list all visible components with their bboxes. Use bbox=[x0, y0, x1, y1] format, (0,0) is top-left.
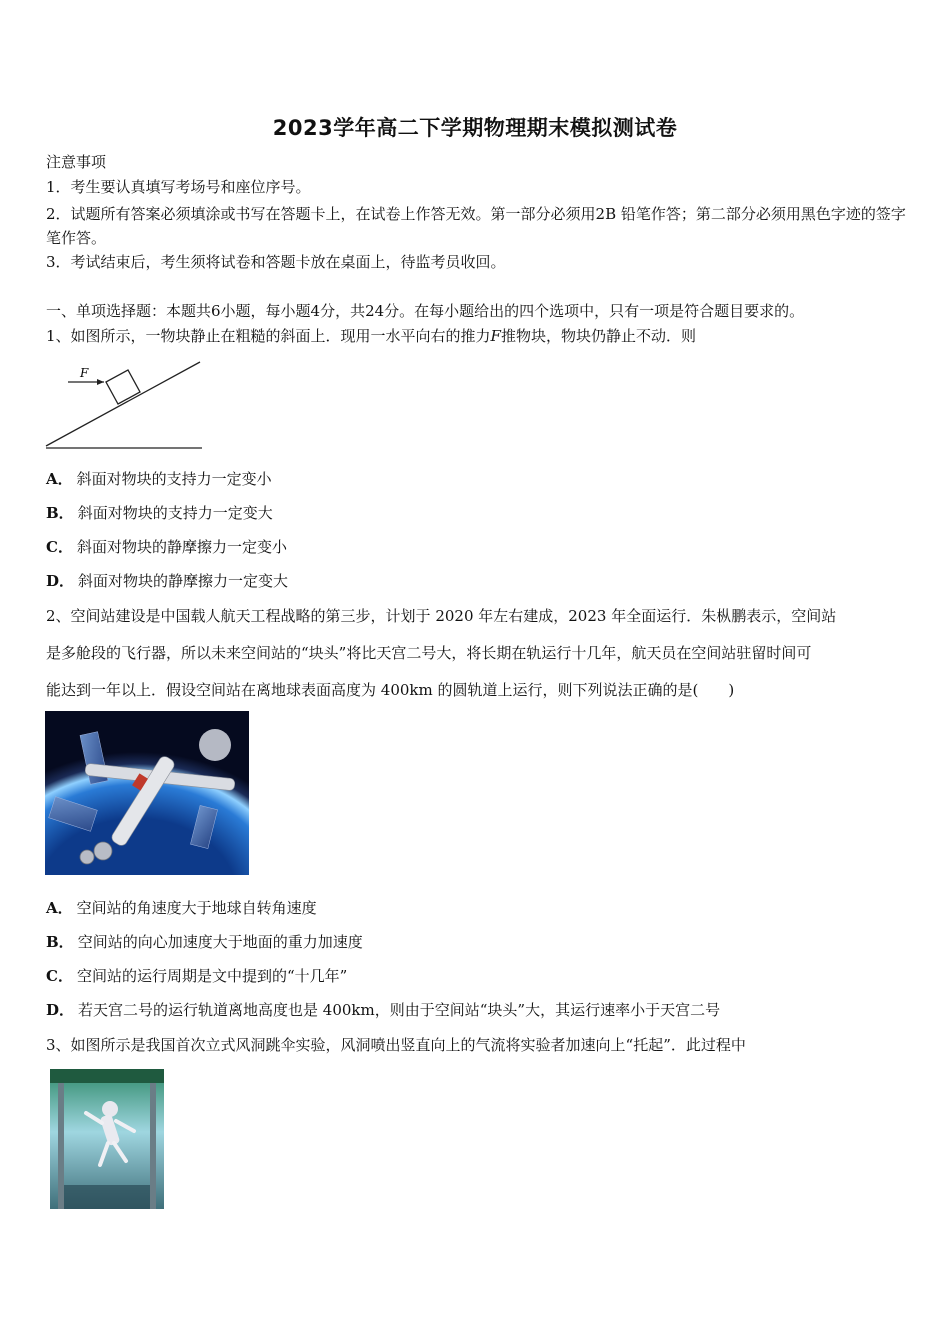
section-heading: 一、单项选择题：本题共6小题，每小题4分，共24分。在每小题给出的四个选项中，只有一项是符合题目要求的。 bbox=[46, 302, 805, 320]
force-label: F bbox=[80, 366, 89, 380]
question-2-line-3: 能达到一年以上．假设空间站在离地球表面高度为 400km 的圆轨道上运行，则下列说法正确的是( ) bbox=[46, 681, 735, 699]
page-title: 2023学年高二下学期物理期末模拟测试卷 bbox=[272, 116, 678, 140]
wind-tunnel-image bbox=[50, 1069, 164, 1209]
force-arrowhead bbox=[97, 379, 104, 385]
q1-option-b: B． 斜面对物块的支持力一定变大 bbox=[46, 504, 273, 522]
q2-option-b: B． 空间站的向心加速度大于地面的重力加速度 bbox=[46, 933, 363, 951]
question-2-line-2: 是多舱段的飞行器，所以未来空间站的“块头”将比天宫二号大，将长期在轨运行十几年，航天员在空间站驻留时间可 bbox=[46, 644, 812, 662]
q2-option-d: D． 若天宫二号的运行轨道离地高度也是 400km，则由于空间站“块头”大，其运行速率小于天宫二号 bbox=[46, 1001, 721, 1019]
incline-diagram bbox=[44, 358, 206, 454]
q1-option-a: A． 斜面对物块的支持力一定变小 bbox=[46, 470, 272, 488]
space-station-image bbox=[45, 711, 249, 875]
incline-line bbox=[46, 362, 200, 446]
notice-item-3: 3．考试结束后，考生须将试卷和答题卡放在桌面上，待监考员收回。 bbox=[46, 253, 506, 271]
question-3-stem: 3、如图所示是我国首次立式风洞跳伞实验，风洞喷出竖直向上的气流将实验者加速向上“托起”．此过程中 bbox=[46, 1036, 746, 1054]
q2-option-a: A． 空间站的角速度大于地球自转角速度 bbox=[46, 899, 317, 917]
q2-option-c: C． 空间站的运行周期是文中提到的“十几年” bbox=[46, 967, 348, 985]
question-1-stem: 1、如图所示，一物块静止在粗糙的斜面上．现用一水平向右的推力F推物块，物块仍静止不动．则 bbox=[46, 327, 696, 345]
question-2-line-1: 2、空间站建设是中国载人航天工程战略的第三步，计划于 2020 年左右建成，2023 年全面运行．朱枞鹏表示，空间站 bbox=[46, 607, 837, 625]
q1-option-d: D． 斜面对物块的静摩擦力一定变大 bbox=[46, 572, 289, 590]
notice-item-2: 2．试题所有答案必须填涂或书写在答题卡上，在试卷上作答无效。第一部分必须用2B 铅笔作答；第二部分必须用黑色字迹的签字笔作答。 bbox=[46, 205, 906, 247]
notice-heading: 注意事项 bbox=[46, 153, 107, 171]
q1-option-c: C． 斜面对物块的静摩擦力一定变小 bbox=[46, 538, 287, 556]
block bbox=[106, 370, 140, 404]
notice-item-1: 1．考生要认真填写考场号和座位序号。 bbox=[46, 178, 311, 196]
